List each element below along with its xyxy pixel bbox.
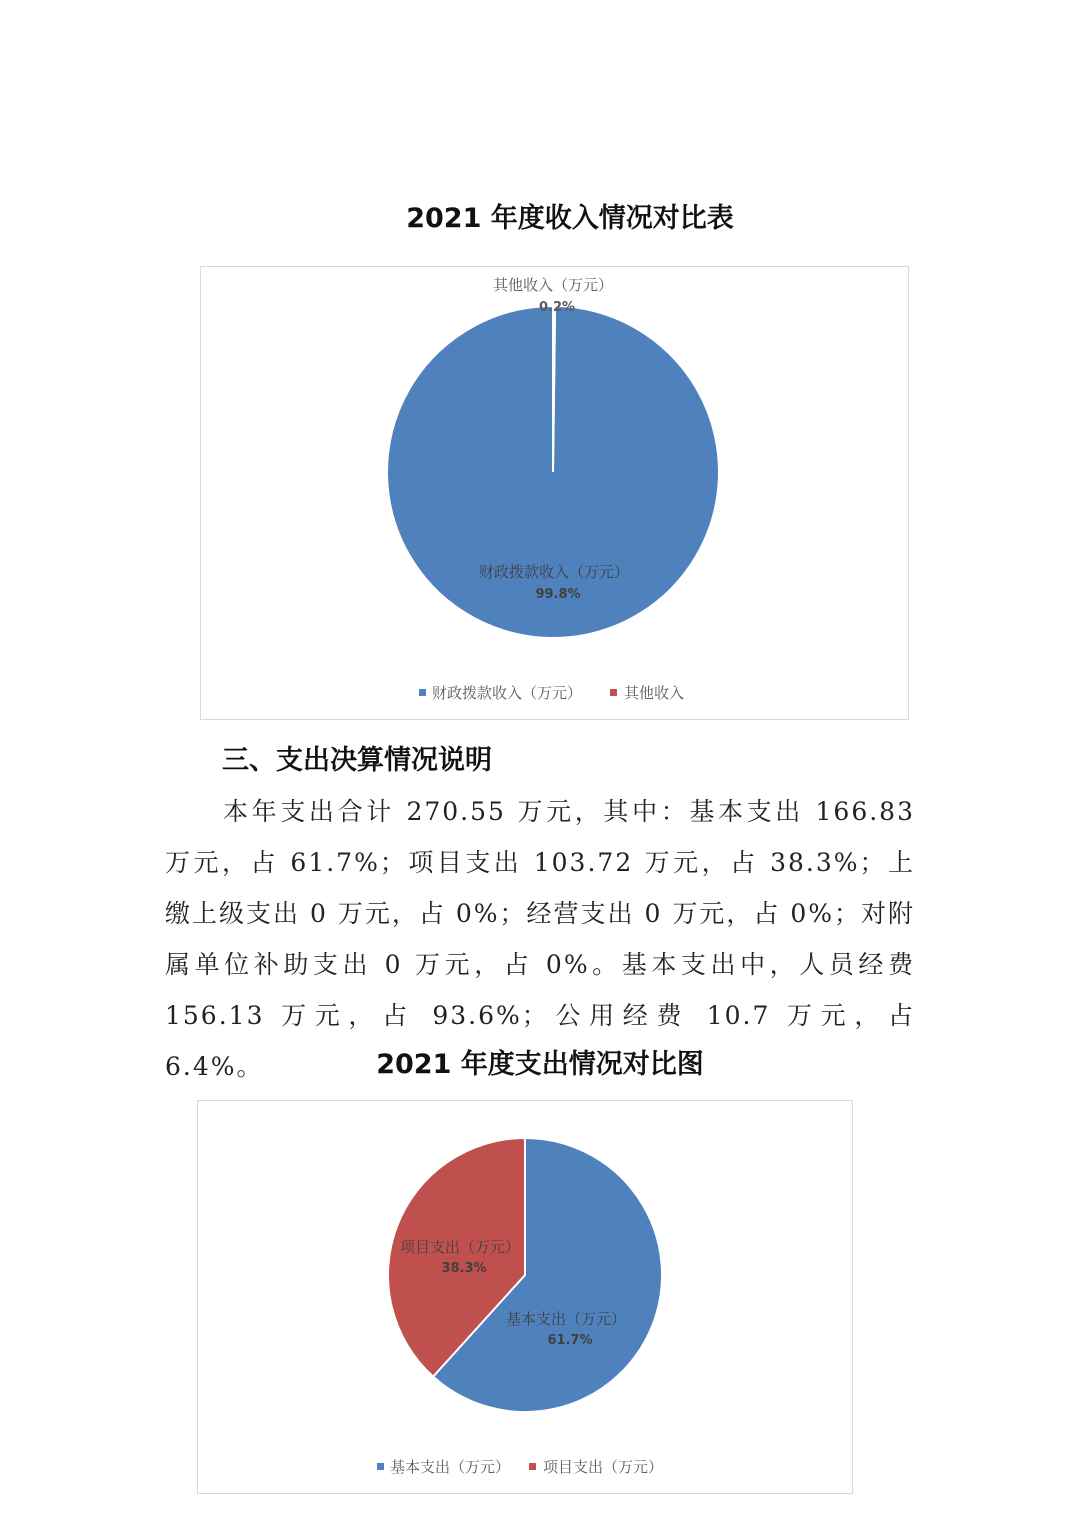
income-chart-title: 2021 年度收入情况对比表 xyxy=(406,203,734,234)
expense-description-paragraph: 本年支出合计 270.55 万元，其中：基本支出 166.83 万元，占 61.7%；项目支出 103.72 万元，占 38.3%；上缴上级支出 0 万元，占 0%；经营支出 0 万元，占 0%；对附属单位补助支出 0 万元，占 0%。基本支出中，人员经费 156.13 万元，占 93.6%；公用经费 10.7 万元，占 6.4%。 xyxy=(165,797,915,1081)
legend-swatch-other-income xyxy=(610,689,617,696)
slice-label-fiscal-income: 财政拨款收入（万元） xyxy=(478,563,630,581)
slice-label-basic-expense: 基本支出（万元） xyxy=(505,1310,627,1328)
legend-label-other-income: 其他收入 xyxy=(624,684,685,702)
legend-swatch-basic-expense xyxy=(377,1463,384,1470)
legend-label-project-expense: 项目支出（万元） xyxy=(543,1458,664,1476)
income-pie-chart xyxy=(200,266,909,720)
legend-swatch-fiscal-income xyxy=(419,689,426,696)
slice-value-project-expense: 38.3% xyxy=(441,1261,487,1276)
slice-value-basic-expense: 61.7% xyxy=(547,1333,593,1348)
expense-chart-title: 2021 年度支出情况对比图 xyxy=(376,1049,704,1080)
legend-label-basic-expense: 基本支出（万元） xyxy=(390,1458,511,1476)
slice-label-project-expense: 项目支出（万元） xyxy=(399,1238,521,1256)
slice-label-other-income: 其他收入（万元） xyxy=(492,276,614,294)
legend-label-fiscal-income: 财政拨款收入（万元） xyxy=(432,684,583,702)
expense-pie-chart xyxy=(197,1100,853,1494)
slice-value-other-income: 0.2% xyxy=(538,300,576,315)
legend-swatch-project-expense xyxy=(529,1463,536,1470)
section-heading: 三、支出决算情况说明 xyxy=(222,745,492,776)
slice-value-fiscal-income: 99.8% xyxy=(535,587,581,602)
